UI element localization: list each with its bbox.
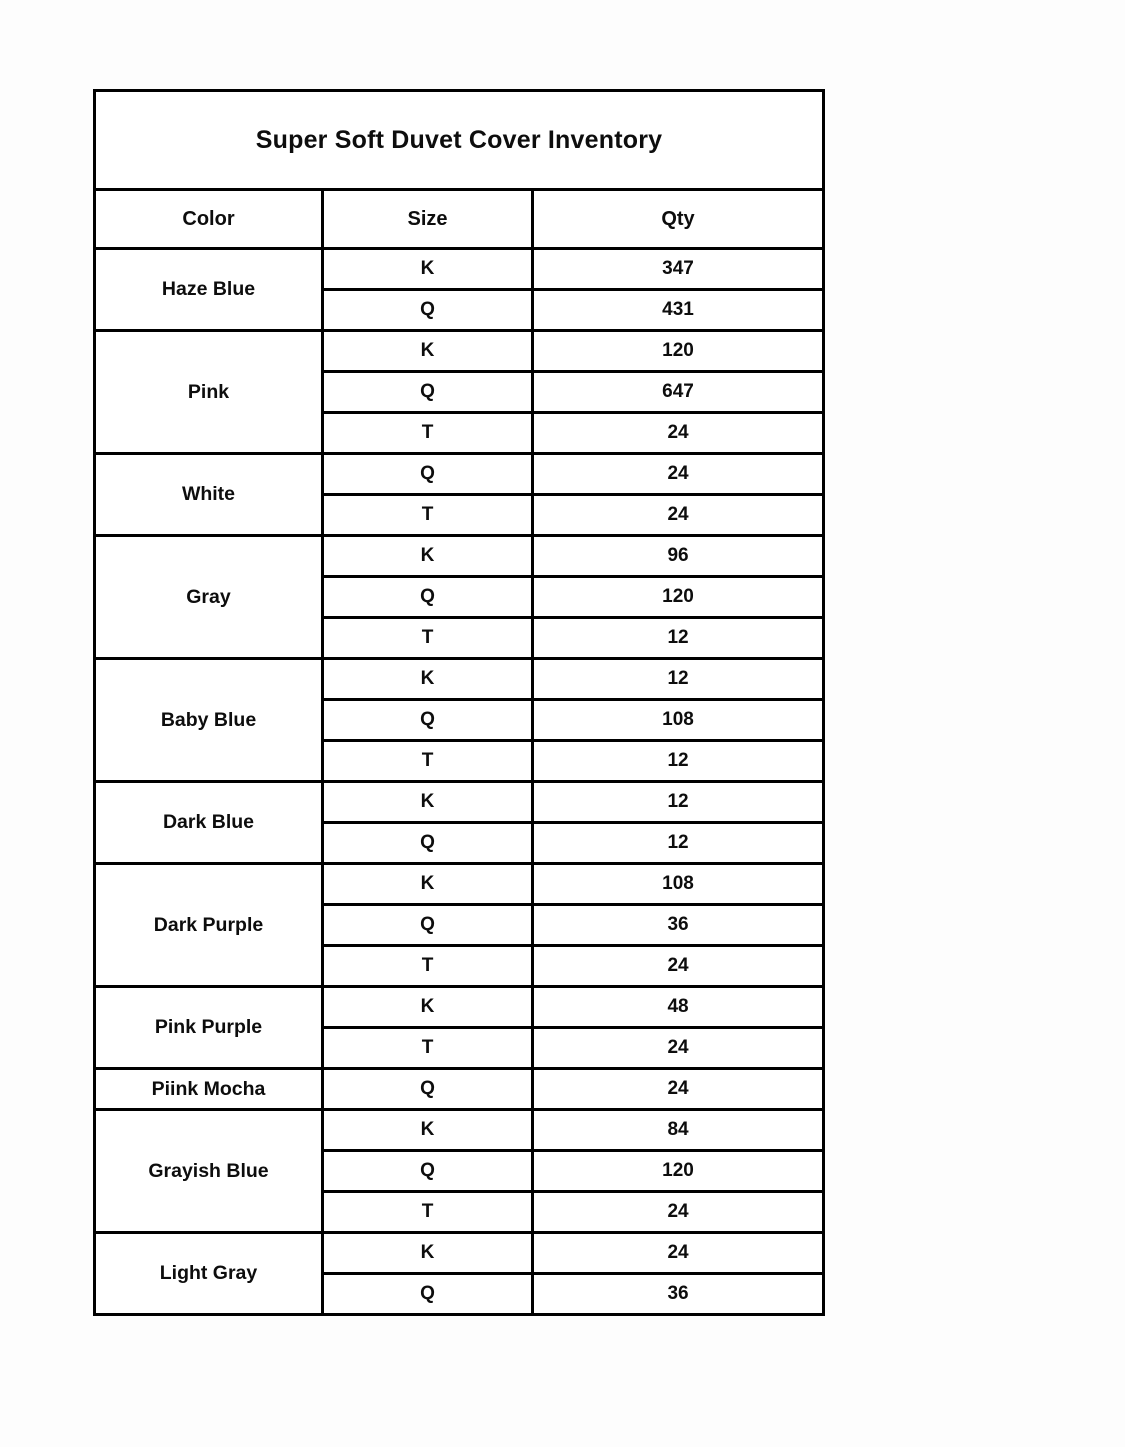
table-row: [95, 454, 824, 495]
table-row: [95, 1069, 824, 1110]
cell-size: T: [323, 495, 533, 536]
table-title: Super Soft Duvet Cover Inventory: [95, 91, 824, 190]
cell-qty: 24: [533, 1192, 824, 1233]
cell-size: T: [323, 1192, 533, 1233]
cell-size: K: [323, 249, 533, 290]
cell-size: K: [323, 1110, 533, 1151]
cell-size: T: [323, 618, 533, 659]
table-row: [95, 536, 824, 577]
cell-color: Dark Blue: [95, 782, 323, 864]
inventory-table-container: [93, 89, 822, 1316]
cell-size: T: [323, 946, 533, 987]
cell-qty: 108: [533, 700, 824, 741]
cell-qty: 36: [533, 905, 824, 946]
cell-color: Grayish Blue: [95, 1110, 323, 1233]
table-row: [95, 1233, 824, 1274]
cell-qty: 120: [533, 1151, 824, 1192]
inventory-table-body: [95, 91, 824, 1315]
cell-size: K: [323, 536, 533, 577]
cell-qty: 36: [533, 1274, 824, 1315]
cell-qty: 108: [533, 864, 824, 905]
cell-size: K: [323, 331, 533, 372]
cell-qty: 84: [533, 1110, 824, 1151]
cell-qty: 12: [533, 741, 824, 782]
cell-color: Pink: [95, 331, 323, 454]
cell-qty: 12: [533, 618, 824, 659]
table-row: [95, 987, 824, 1028]
cell-size: Q: [323, 700, 533, 741]
cell-size: K: [323, 1233, 533, 1274]
cell-qty: 24: [533, 946, 824, 987]
cell-color: Piink Mocha: [95, 1069, 323, 1110]
cell-size: T: [323, 741, 533, 782]
inventory-table: [93, 89, 825, 1316]
cell-size: Q: [323, 290, 533, 331]
cell-size: Q: [323, 1274, 533, 1315]
cell-qty: 347: [533, 249, 824, 290]
table-row: [95, 782, 824, 823]
cell-size: T: [323, 413, 533, 454]
cell-color: Baby Blue: [95, 659, 323, 782]
cell-qty: 120: [533, 577, 824, 618]
cell-size: K: [323, 782, 533, 823]
cell-qty: 120: [533, 331, 824, 372]
cell-qty: 12: [533, 823, 824, 864]
cell-color: Pink Purple: [95, 987, 323, 1069]
cell-size: K: [323, 987, 533, 1028]
cell-size: K: [323, 659, 533, 700]
cell-size: Q: [323, 905, 533, 946]
cell-qty: 431: [533, 290, 824, 331]
cell-qty: 24: [533, 1028, 824, 1069]
cell-qty: 24: [533, 454, 824, 495]
cell-size: Q: [323, 454, 533, 495]
cell-qty: 24: [533, 1233, 824, 1274]
cell-qty: 12: [533, 782, 824, 823]
column-header-qty: Qty: [533, 190, 824, 249]
cell-size: Q: [323, 372, 533, 413]
column-header-color: Color: [95, 190, 323, 249]
table-row: [95, 331, 824, 372]
cell-color: Gray: [95, 536, 323, 659]
cell-size: Q: [323, 1151, 533, 1192]
table-row: [95, 1110, 824, 1151]
cell-qty: 12: [533, 659, 824, 700]
cell-color: White: [95, 454, 323, 536]
cell-color: Haze Blue: [95, 249, 323, 331]
cell-size: K: [323, 864, 533, 905]
cell-qty: 647: [533, 372, 824, 413]
table-row: [95, 864, 824, 905]
cell-qty: 24: [533, 495, 824, 536]
column-header-size: Size: [323, 190, 533, 249]
cell-qty: 96: [533, 536, 824, 577]
cell-size: Q: [323, 823, 533, 864]
cell-size: Q: [323, 1069, 533, 1110]
cell-qty: 24: [533, 1069, 824, 1110]
table-row: [95, 249, 824, 290]
cell-color: Dark Purple: [95, 864, 323, 987]
title-row: [95, 91, 824, 190]
cell-qty: 48: [533, 987, 824, 1028]
cell-qty: 24: [533, 413, 824, 454]
cell-size: T: [323, 1028, 533, 1069]
cell-color: Light Gray: [95, 1233, 323, 1315]
header-row: [95, 190, 824, 249]
cell-size: Q: [323, 577, 533, 618]
table-row: [95, 659, 824, 700]
